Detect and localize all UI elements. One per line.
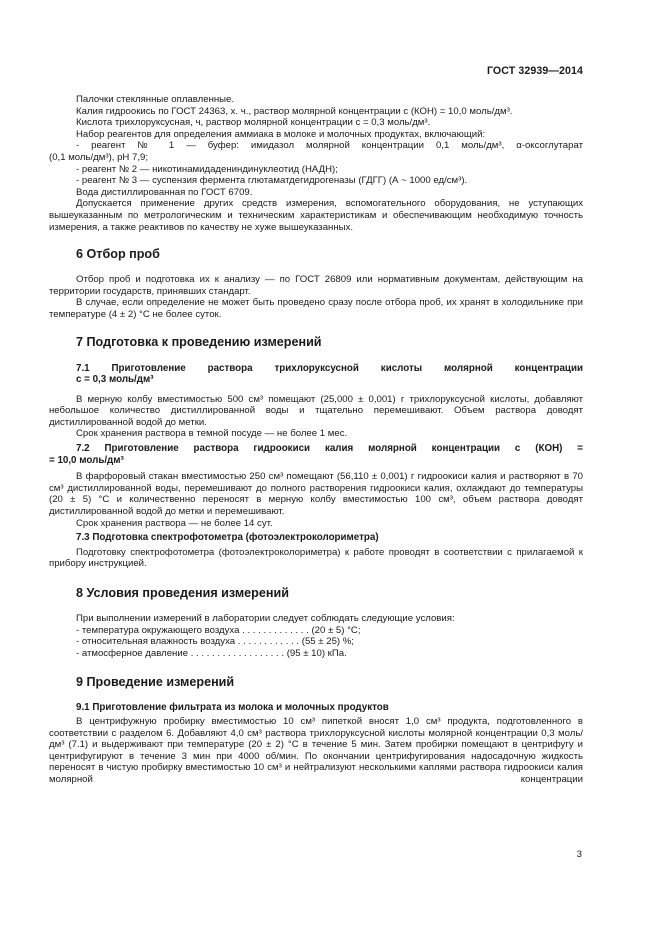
page-number: 3 bbox=[576, 849, 582, 860]
section-9-title: 9 Проведение измерений bbox=[76, 675, 235, 690]
reagent-1-line: - реагент № 1 — буфер: имидазол молярной концентрации 0,1 моль/дм³, α-оксоглутарат bbox=[76, 140, 583, 152]
allowed-alternatives: Допускается применение других средств измерения, вспомогательного оборудования, не уступающих вышеуказанным по метрологическим и техническим характеристикам и обеспечивающим необходимую точность измерения, а также реактивов по качеству не хуже вышеуказанных. bbox=[49, 198, 583, 233]
subsection-7-3-title: 7.3 Подготовка спектрофотометра (фотоэлектроколориметра) bbox=[76, 532, 379, 544]
condition-humidity: - относительная влажность воздуха . . . . . . . . . . . . (55 ± 25) %; bbox=[76, 636, 354, 648]
section-6-title: 6 Отбор проб bbox=[76, 247, 160, 262]
section-8-title: 8 Условия проведения измерений bbox=[76, 586, 289, 600]
material-item: Палочки стеклянные оплавленные. bbox=[76, 94, 235, 105]
page-content bbox=[49, 94, 583, 786]
sampling-paragraph: Отбор проб и подготовка их к анализу — по ГОСТ 26809 или нормативным документам, действующим на территории государств, принявших стандарт. bbox=[49, 274, 583, 297]
material-item: Набор реагентов для определения аммиака в молоке и молочных продуктах, включающий: bbox=[76, 128, 486, 140]
reagent-3: - реагент № 3 — суспензия фермента глютаматдегидрогеназы (ГДГГ) (А ~ 1000 ед/см³). bbox=[76, 175, 468, 187]
koh-solution-paragraph: В фарфоровый стакан вместимостью 250 см³ помещают (56,110 ± 0,001) г гидроокиси калия и растворяют в 70 см³ дистиллированной воды, перемешивают до полного растворения гидроокиси калия, охлаждают до температуры (20 ± 5) °С и количественно переносят в мерную колбу вместимостью 100 см³, объем раствора доводят дистиллированной водой до метки и перемешивают. bbox=[49, 471, 583, 518]
subsection-9-1-title: 9.1 Приготовление фильтрата из молока и молочных продуктов bbox=[76, 702, 389, 714]
condition-temperature: - температура окружающего воздуха . . . . . . . . . . . . . (20 ± 5) °С; bbox=[76, 624, 361, 636]
subsection-7-2-title-cont: = 10,0 моль/дм³ bbox=[49, 454, 124, 466]
material-item: Калия гидроокись по ГОСТ 24363, х. ч., раствор молярной концентрации с (КОН) = 10,0 моль/дм³. bbox=[76, 105, 513, 117]
tca-storage: Срок хранения раствора в темной посуде — не более 1 мес. bbox=[76, 428, 348, 440]
subsection-7-1-title-cont: с = 0,3 моль/дм³ bbox=[76, 374, 154, 386]
spectrophotometer-paragraph: Подготовку спектрофотометра (фотоэлектроколориметра) к работе проводят в соответствии с прилагаемой к прибору инструкцией. bbox=[49, 546, 583, 570]
conditions-intro: При выполнении измерений в лаборатории следует соблюдать следующие условия: bbox=[76, 613, 455, 624]
section-7-title: 7 Подготовка к проведению измерений bbox=[76, 334, 322, 349]
standard-header: ГОСТ 32939—2014 bbox=[486, 65, 583, 77]
storage-paragraph: В случае, если определение не может быть проведено сразу после отбора проб, их хранят в холодильнике при температуре (4 ± 2) °С не более суток. bbox=[49, 297, 583, 320]
reagent-2: - реагент № 2 — никотинамидадениндинуклеотид (НАДН); bbox=[76, 163, 338, 175]
tca-solution-paragraph: В мерную колбу вместимостью 500 см³ помещают (25,000 ± 0,001) г трихлоруксусной кислоты, добавляют небольшое количество дистиллированной воды и тщательно перемешивают. Объем раствора доводят дистиллированной водой до метки. bbox=[49, 393, 583, 428]
reagent-1-continuation: (0,1 моль/дм³), рН 7,9; bbox=[49, 151, 149, 163]
distilled-water: Вода дистиллированная по ГОСТ 6709. bbox=[76, 186, 253, 198]
condition-pressure: - атмосферное давление . . . . . . . . . . . . . . . . . . (95 ± 10) кПа. bbox=[76, 647, 347, 659]
koh-storage: Срок хранения раствора — не более 14 сут. bbox=[76, 517, 273, 529]
filtrate-paragraph: В центрифужную пробирку вместимостью 10 см³ пипеткой вносят 1,0 см³ продукта, подготовленного в соответствии с разделом 6. Добавляют 4,0 см³ раствора трихлоруксусной кислоты молярной концентрации 0,3 моль/дм³ (7.1) и выдерживают при температуре (20 ± 2) °С в течение 5 мин. Затем пробирки помещают в центрифугу и центрифугируют в течение 3 мин при 4000 об/мин. По окончании центрифугирования надосадочную жидкость переносят в чистую пробирку вместимостью 10 см³ и нейтрализуют несколькими каплями раствора гидроокиси калия молярной концентрации bbox=[49, 715, 583, 785]
material-item: Кислота трихлоруксусная, ч, раствор молярной концентрации с = 0,3 моль/дм³. bbox=[76, 117, 431, 129]
subsection-7-2-title: 7.2 Приготовление раствора гидроокиси калия молярной концентрации с (КОН) = bbox=[76, 443, 583, 455]
subsection-7-1-title: 7.1 Приготовление раствора трихлоруксусной кислоты молярной концентрации bbox=[76, 362, 583, 374]
